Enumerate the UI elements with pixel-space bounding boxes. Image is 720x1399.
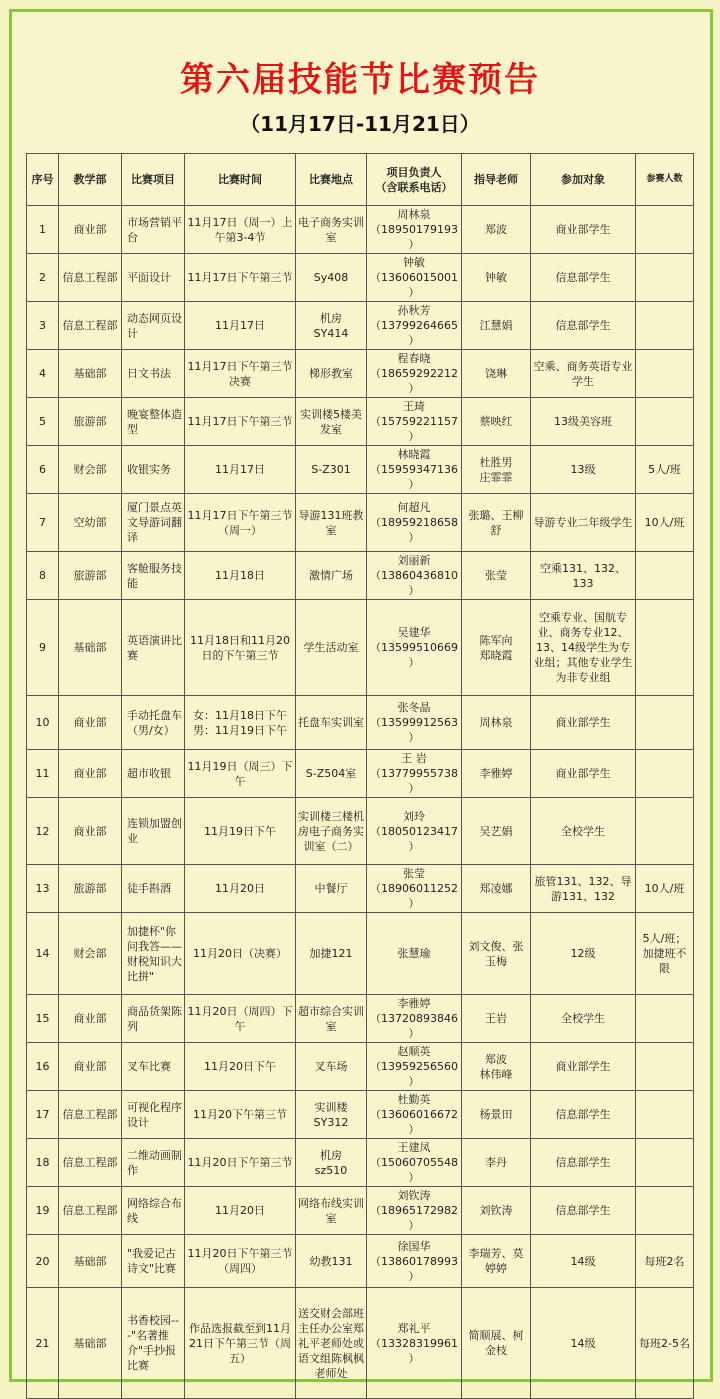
- cell-lead: 周林泉 （18950179193）: [367, 206, 462, 254]
- cell-time: 11月20日: [185, 865, 296, 913]
- cell-count: [636, 995, 694, 1043]
- cell-teacher: 江慧娟: [462, 302, 531, 350]
- cell-count: [636, 600, 694, 696]
- cell-time: 11月20日: [185, 1187, 296, 1235]
- cell-teacher: 张璐、王柳舒: [462, 494, 531, 552]
- cell-target: 旅管131、132、导游131、132: [531, 865, 636, 913]
- cell-place: 机房 SY414: [296, 302, 367, 350]
- table-row: [27, 1043, 694, 1091]
- cell-place: 导游131班教室: [296, 494, 367, 552]
- cell-teacher: 钟敏: [462, 254, 531, 302]
- table-row: [27, 398, 694, 446]
- cell-lead: 王建凤 （15060705548）: [367, 1139, 462, 1187]
- table-row: [27, 302, 694, 350]
- table-header-row: [27, 154, 694, 206]
- cell-dept: 信息工程部: [59, 254, 122, 302]
- cell-no: 8: [27, 552, 59, 600]
- header-lead: 项目负责人 （含联系电话）: [367, 154, 462, 206]
- table-row: [27, 254, 694, 302]
- cell-item: 动态网页设计: [122, 302, 185, 350]
- cell-target: 信息部学生: [531, 254, 636, 302]
- cell-item: 连锁加盟创业: [122, 798, 185, 865]
- table-row: [27, 1187, 694, 1235]
- cell-count: [636, 206, 694, 254]
- table-row: [27, 865, 694, 913]
- cell-target: 商业部学生: [531, 696, 636, 750]
- cell-time: 11月20下午第三节: [185, 1091, 296, 1139]
- cell-teacher: 刘钦涛: [462, 1187, 531, 1235]
- cell-teacher: 周林泉: [462, 696, 531, 750]
- table-row: [27, 913, 694, 995]
- cell-teacher: 简顺展、柯金枝: [462, 1288, 531, 1399]
- cell-time: 11月20日（决赛）: [185, 913, 296, 995]
- header-time: 比赛时间: [185, 154, 296, 206]
- cell-place: S-Z504室: [296, 750, 367, 798]
- cell-teacher: 郑波: [462, 206, 531, 254]
- cell-place: 托盘车实训室: [296, 696, 367, 750]
- cell-place: 叉车场: [296, 1043, 367, 1091]
- cell-no: 6: [27, 446, 59, 494]
- cell-place: 机房 sz510: [296, 1139, 367, 1187]
- cell-teacher: 李丹: [462, 1139, 531, 1187]
- table-row: [27, 696, 694, 750]
- cell-target: 信息部学生: [531, 302, 636, 350]
- header-count: 参赛人数: [636, 154, 694, 206]
- cell-no: 10: [27, 696, 59, 750]
- cell-count: 每班2名: [636, 1235, 694, 1288]
- cell-place: 实训楼5楼美发室: [296, 398, 367, 446]
- cell-item: 二维动画制作: [122, 1139, 185, 1187]
- cell-time: 11月18日: [185, 552, 296, 600]
- cell-dept: 商业部: [59, 798, 122, 865]
- schedule-table: [26, 153, 694, 1399]
- table-row: [27, 494, 694, 552]
- cell-place: 网络布线实训室: [296, 1187, 367, 1235]
- cell-teacher: 郑凌娜: [462, 865, 531, 913]
- cell-no: 21: [27, 1288, 59, 1399]
- header-target: 参加对象: [531, 154, 636, 206]
- cell-no: 12: [27, 798, 59, 865]
- cell-lead: 刘钦涛 （18965172982）: [367, 1187, 462, 1235]
- cell-count: [636, 302, 694, 350]
- cell-place: 中餐厅: [296, 865, 367, 913]
- cell-no: 17: [27, 1091, 59, 1139]
- cell-item: 晚宴整体造型: [122, 398, 185, 446]
- cell-place: 激情广场: [296, 552, 367, 600]
- cell-item: 超市收银: [122, 750, 185, 798]
- table-row: [27, 552, 694, 600]
- cell-target: 14级: [531, 1235, 636, 1288]
- cell-place: 学生活动室: [296, 600, 367, 696]
- cell-no: 16: [27, 1043, 59, 1091]
- cell-teacher: 刘文俊、张玉梅: [462, 913, 531, 995]
- cell-count: [636, 552, 694, 600]
- header-no: 序号: [27, 154, 59, 206]
- cell-teacher: 王岩: [462, 995, 531, 1043]
- cell-dept: 商业部: [59, 206, 122, 254]
- cell-place: 送交财会部班主任办公室郑礼平老师处或语文组陈枫枫老师处: [296, 1288, 367, 1399]
- table-row: [27, 446, 694, 494]
- cell-item: 商品货架陈列: [122, 995, 185, 1043]
- cell-item: 徒手斟酒: [122, 865, 185, 913]
- cell-item: 厦门景点英文导游词翻译: [122, 494, 185, 552]
- cell-time: 11月17日: [185, 302, 296, 350]
- cell-teacher: 陈军向 郑晓霞: [462, 600, 531, 696]
- cell-item: 加捷杯"你问我答——财税知识大比拼": [122, 913, 185, 995]
- cell-teacher: 杜胜男 庄霏霏: [462, 446, 531, 494]
- cell-place: 电子商务实训室: [296, 206, 367, 254]
- cell-time: 11月17日（周一）上午第3-4节: [185, 206, 296, 254]
- cell-dept: 商业部: [59, 750, 122, 798]
- cell-lead: 程春晓 （18659292212）: [367, 350, 462, 398]
- cell-time: 11月19日（周三）下午: [185, 750, 296, 798]
- cell-item: 市场营销平台: [122, 206, 185, 254]
- cell-teacher: 蔡映红: [462, 398, 531, 446]
- cell-count: [636, 350, 694, 398]
- table-row: [27, 750, 694, 798]
- cell-time: 作品选报截至到11月21日下午第三节（周五）: [185, 1288, 296, 1399]
- cell-dept: 旅游部: [59, 865, 122, 913]
- cell-target: 12级: [531, 913, 636, 995]
- cell-time: 11月20日下午第三节（周四）: [185, 1235, 296, 1288]
- cell-target: 14级: [531, 1288, 636, 1399]
- table-row: [27, 1091, 694, 1139]
- cell-time: 11月17日下午第三节（周一）: [185, 494, 296, 552]
- cell-item: 英语演讲比赛: [122, 600, 185, 696]
- cell-time: 11月18日和11月20日的下午第三节: [185, 600, 296, 696]
- table-row: [27, 350, 694, 398]
- cell-count: [636, 1139, 694, 1187]
- cell-no: 13: [27, 865, 59, 913]
- header-place: 比赛地点: [296, 154, 367, 206]
- table-row: [27, 995, 694, 1043]
- table-body: [27, 206, 694, 1399]
- cell-count: [636, 254, 694, 302]
- cell-dept: 财会部: [59, 913, 122, 995]
- date-range-subtitle: （11月17日-11月21日）: [240, 112, 480, 136]
- cell-lead: 张慧瑜: [367, 913, 462, 995]
- cell-place: 加捷121: [296, 913, 367, 995]
- cell-item: 收银实务: [122, 446, 185, 494]
- cell-lead: 王 岩 （13779955738）: [367, 750, 462, 798]
- cell-lead: 张冬晶 （13599912563）: [367, 696, 462, 750]
- table-row: [27, 1235, 694, 1288]
- cell-teacher: 杨景田: [462, 1091, 531, 1139]
- cell-no: 4: [27, 350, 59, 398]
- cell-target: 13级美容班: [531, 398, 636, 446]
- table-row: [27, 600, 694, 696]
- cell-count: 5人/班: [636, 446, 694, 494]
- cell-dept: 旅游部: [59, 398, 122, 446]
- cell-count: 10人/班: [636, 494, 694, 552]
- cell-place: S-Z301: [296, 446, 367, 494]
- cell-count: 10人/班: [636, 865, 694, 913]
- cell-dept: 基础部: [59, 1235, 122, 1288]
- cell-dept: 旅游部: [59, 552, 122, 600]
- cell-no: 1: [27, 206, 59, 254]
- table-row: [27, 798, 694, 865]
- cell-dept: 商业部: [59, 995, 122, 1043]
- cell-dept: 商业部: [59, 1043, 122, 1091]
- cell-no: 7: [27, 494, 59, 552]
- cell-dept: 财会部: [59, 446, 122, 494]
- cell-no: 3: [27, 302, 59, 350]
- cell-target: 商业部学生: [531, 750, 636, 798]
- cell-lead: 张莹 （18906011252）: [367, 865, 462, 913]
- cell-target: 信息部学生: [531, 1139, 636, 1187]
- cell-lead: 孙秋芳 （13799264665）: [367, 302, 462, 350]
- cell-dept: 基础部: [59, 1288, 122, 1399]
- cell-no: 20: [27, 1235, 59, 1288]
- cell-lead: 吴建华 （13599510669）: [367, 600, 462, 696]
- cell-teacher: 李雅婷: [462, 750, 531, 798]
- cell-item: 平面设计: [122, 254, 185, 302]
- cell-item: 日文书法: [122, 350, 185, 398]
- cell-time: 女：11月18日下午 男：11月19日下午: [185, 696, 296, 750]
- table-row: [27, 1288, 694, 1399]
- cell-lead: 郑礼平 （13328319961）: [367, 1288, 462, 1399]
- cell-dept: 信息工程部: [59, 1091, 122, 1139]
- cell-count: [636, 398, 694, 446]
- cell-target: 全校学生: [531, 798, 636, 865]
- header-dept: 教学部: [59, 154, 122, 206]
- cell-no: 5: [27, 398, 59, 446]
- cell-dept: 信息工程部: [59, 1187, 122, 1235]
- cell-count: 每班2-5名: [636, 1288, 694, 1399]
- cell-dept: 商业部: [59, 696, 122, 750]
- cell-lead: 杜勤英 （13606016672）: [367, 1091, 462, 1139]
- cell-target: 全校学生: [531, 995, 636, 1043]
- cell-target: 商业部学生: [531, 206, 636, 254]
- cell-time: 11月17日下午第三节: [185, 254, 296, 302]
- cell-count: 5人/班；加捷班不限: [636, 913, 694, 995]
- table-row: [27, 206, 694, 254]
- cell-target: 商业部学生: [531, 1043, 636, 1091]
- cell-lead: 赵顺英 （13959256560）: [367, 1043, 462, 1091]
- cell-count: [636, 750, 694, 798]
- cell-count: [636, 1043, 694, 1091]
- cell-target: 信息部学生: [531, 1091, 636, 1139]
- cell-lead: 刘玲 （18050123417）: [367, 798, 462, 865]
- cell-time: 11月20日下午: [185, 1043, 296, 1091]
- cell-teacher: 饶琳: [462, 350, 531, 398]
- cell-no: 19: [27, 1187, 59, 1235]
- cell-teacher: 吴艺娟: [462, 798, 531, 865]
- cell-lead: 王琦 （15759221157）: [367, 398, 462, 446]
- cell-target: 13级: [531, 446, 636, 494]
- cell-item: 客舱服务技能: [122, 552, 185, 600]
- cell-count: [636, 1187, 694, 1235]
- cell-lead: 李雅婷 （13720893846）: [367, 995, 462, 1043]
- cell-count: [636, 798, 694, 865]
- cell-item: 网络综合布线: [122, 1187, 185, 1235]
- cell-teacher: 张莹: [462, 552, 531, 600]
- cell-lead: 何超凡 （18959218658）: [367, 494, 462, 552]
- cell-item: 手动托盘车（男/女）: [122, 696, 185, 750]
- cell-count: [636, 696, 694, 750]
- cell-place: Sy408: [296, 254, 367, 302]
- page-title: 第六届技能节比赛预告: [180, 60, 540, 100]
- cell-no: 15: [27, 995, 59, 1043]
- cell-time: 11月17日下午第三节决赛: [185, 350, 296, 398]
- cell-place: 梯形教室: [296, 350, 367, 398]
- cell-dept: 信息工程部: [59, 1139, 122, 1187]
- cell-target: 空乘131、132、133: [531, 552, 636, 600]
- cell-teacher: 郑波 林伟峰: [462, 1043, 531, 1091]
- cell-place: 实训楼 SY312: [296, 1091, 367, 1139]
- cell-dept: 信息工程部: [59, 302, 122, 350]
- table-row: [27, 1139, 694, 1187]
- cell-no: 9: [27, 600, 59, 696]
- cell-item: "我爱记古诗文"比赛: [122, 1235, 185, 1288]
- cell-lead: 徐国华 （13860178993）: [367, 1235, 462, 1288]
- cell-no: 18: [27, 1139, 59, 1187]
- cell-place: 幼教131: [296, 1235, 367, 1288]
- cell-dept: 基础部: [59, 600, 122, 696]
- cell-target: 导游专业二年级学生: [531, 494, 636, 552]
- cell-target: 空乘专业、国航专业、商务专业12、13、14级学生为专业组；其他专业学生为非专业组: [531, 600, 636, 696]
- cell-no: 11: [27, 750, 59, 798]
- cell-no: 2: [27, 254, 59, 302]
- cell-time: 11月17日下午第三节: [185, 398, 296, 446]
- cell-lead: 林晓霞 （15959347136）: [367, 446, 462, 494]
- cell-time: 11月20日下午第三节: [185, 1139, 296, 1187]
- cell-time: 11月20日（周四）下午: [185, 995, 296, 1043]
- cell-time: 11月19日下午: [185, 798, 296, 865]
- cell-time: 11月17日: [185, 446, 296, 494]
- cell-no: 14: [27, 913, 59, 995]
- cell-dept: 空幼部: [59, 494, 122, 552]
- cell-teacher: 李瑞芳、莫婷婷: [462, 1235, 531, 1288]
- cell-place: 超市综合实训室: [296, 995, 367, 1043]
- header-teacher: 指导老师: [462, 154, 531, 206]
- cell-target: 信息部学生: [531, 1187, 636, 1235]
- cell-count: [636, 1091, 694, 1139]
- cell-item: 叉车比赛: [122, 1043, 185, 1091]
- cell-dept: 基础部: [59, 350, 122, 398]
- cell-lead: 钟敏 （13606015001）: [367, 254, 462, 302]
- cell-lead: 刘丽新 （13860436810）: [367, 552, 462, 600]
- header-item: 比赛项目: [122, 154, 185, 206]
- cell-target: 空乘、商务英语专业学生: [531, 350, 636, 398]
- cell-item: 书香校园---"名著推介"手抄报比赛: [122, 1288, 185, 1399]
- cell-item: 可视化程序设计: [122, 1091, 185, 1139]
- cell-place: 实训楼三楼机房电子商务实训室（二）: [296, 798, 367, 865]
